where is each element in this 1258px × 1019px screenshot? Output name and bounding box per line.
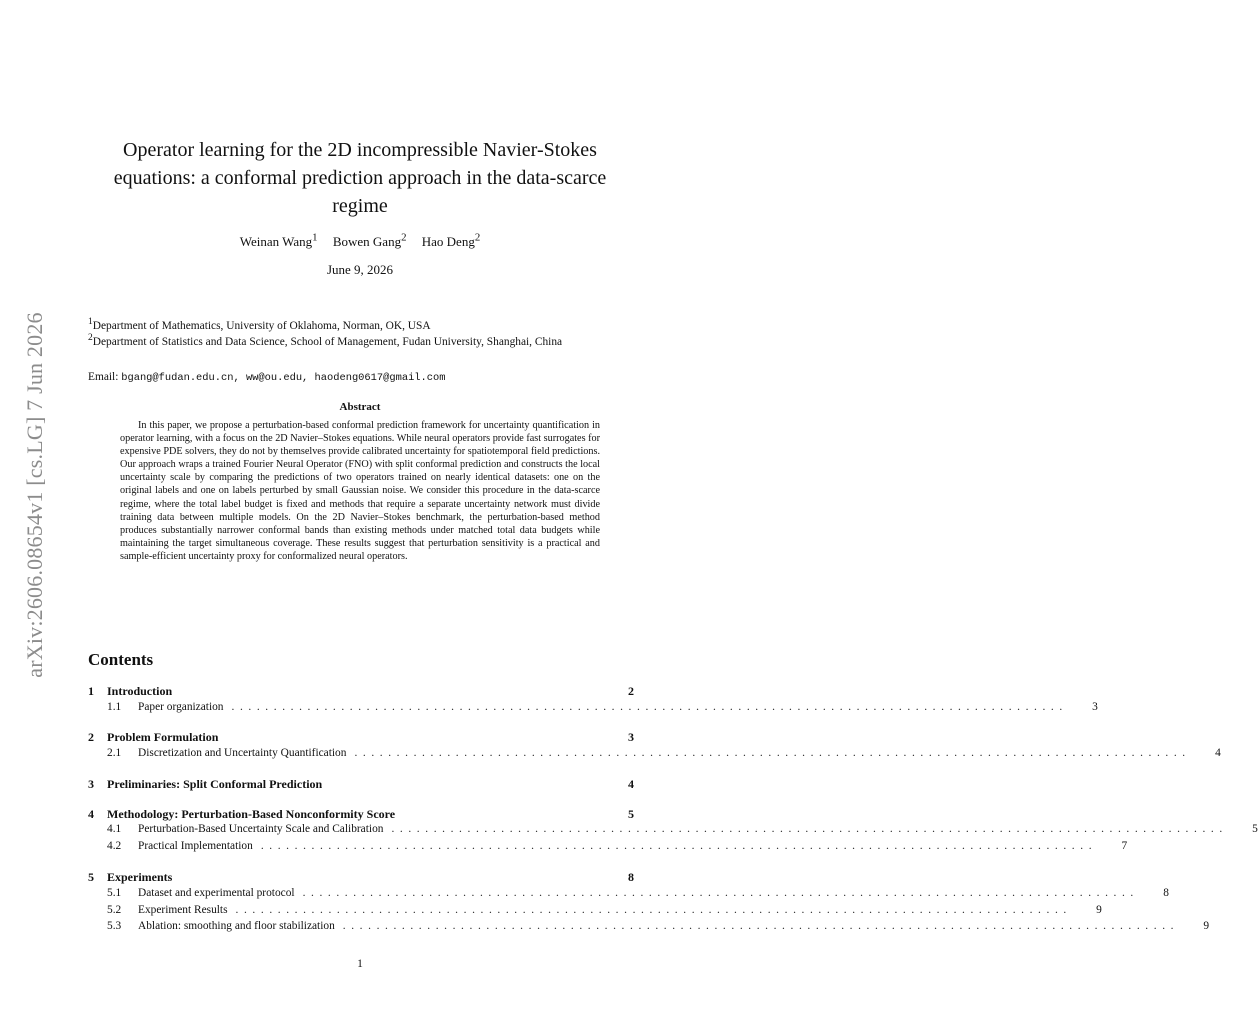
- toc-section[interactable]: 4 Methodology: Perturbation-Based Nonconformity Score 5: [88, 807, 634, 821]
- toc-leader-dots: ...................................................................................................: [235, 904, 1072, 916]
- email-line: [88, 371, 445, 384]
- affiliation: $^2$Department of Statistics and Data Science, School of Management, Fudan University, Shanghai, China: [88, 333, 563, 348]
- toc-section[interactable]: 5 Experiments 8: [88, 870, 634, 884]
- toc-subsection[interactable]: 4.1 Perturbation-Based Uncertainty Scale and Calibration ................................................................................................... 5: [107, 823, 1258, 835]
- toc-subsection[interactable]: 5.2 Experiment Results ................................................................................................... 9: [107, 904, 1102, 916]
- page-number: 1: [357, 958, 363, 970]
- author-list: [80, 232, 640, 250]
- toc-section[interactable]: 1 Introduction 2: [88, 684, 634, 698]
- toc-subsection[interactable]: 5.3 Ablation: smoothing and floor stabilization ................................................................................................... 9: [107, 920, 1210, 932]
- publication-date: June 9, 2026: [326, 262, 394, 277]
- affiliation: $^1$Department of Mathematics, University of Oklahoma, Norman, OK, USA: [88, 317, 431, 332]
- toc-section[interactable]: 2 Problem Formulation 3: [88, 730, 634, 744]
- email-label: Email:: [88, 371, 119, 383]
- toc-leader-dots: ...................................................................................................: [391, 823, 1228, 835]
- toc-subsection[interactable]: 5.1 Dataset and experimental protocol ................................................................................................... 8: [107, 887, 1169, 899]
- author: Weinan Wang$^1$: [239, 232, 318, 250]
- title-line: equations: a conformal prediction approach in the data-scarce: [113, 167, 607, 189]
- email-addresses: bgang@fudan.edu.cn, ww@ou.edu, haodeng0617@gmail.com: [121, 372, 446, 384]
- toc-leader-dots: ...................................................................................................: [231, 701, 1068, 713]
- paper-title: [80, 136, 640, 220]
- arxiv-stamp: arXiv:2606.08654v1 [cs.LG] 7 Jun 2026: [22, 312, 47, 678]
- abstract-heading: Abstract: [339, 401, 381, 413]
- toc-leader-dots: ...................................................................................................: [342, 920, 1180, 932]
- title-line: regime: [332, 195, 388, 217]
- toc-leader-dots: ...................................................................................................: [354, 747, 1191, 759]
- toc-section[interactable]: 3 Preliminaries: Split Conformal Prediction 4: [88, 777, 634, 791]
- toc-subsection[interactable]: 2.1 Discretization and Uncertainty Quantification ................................................................................................... 4: [107, 747, 1221, 759]
- author: Hao Deng$^2$: [421, 232, 481, 250]
- title-line: Operator learning for the 2D incompressible Navier-Stokes: [123, 139, 597, 161]
- toc-subsection[interactable]: 1.1 Paper organization ................................................................................................... 3: [107, 701, 1098, 713]
- toc-subsection[interactable]: 4.2 Practical Implementation ................................................................................................... 7: [107, 840, 1128, 852]
- toc-leader-dots: ...................................................................................................: [302, 887, 1139, 899]
- toc-leader-dots: ...................................................................................................: [260, 840, 1098, 852]
- contents-heading: Contents: [88, 650, 154, 669]
- author: Bowen Gang$^2$: [332, 232, 407, 250]
- abstract-text: In this paper, we propose a perturbation-based conformal prediction framework for uncertainty quantification in operator learning, with a focus on the 2D Navier–Stokes equations. While neural operators provide fast surrogates for expensive PDE solvers, they do not by themselves provide calibrated uncertainty for spatiotemporal field predictions. Our approach wraps a trained Fourier Neural Operator (FNO) with split conformal prediction and constructs the local uncertainty scale by comparing the predictions of two operators trained on nearly identical datasets: one on the original labels and one on labels perturbed by small Gaussian noise. We consider this procedure in the data-scarce regime, where the total label budget is fixed and methods that require a separate uncertainty network must divide training data between multiple models. On the 2D Navier–Stokes benchmark, the perturbation-based method produces substantially narrower conformal bands than existing methods under matched total data budgets while maintaining the target simultaneous coverage. These results suggest that perturbation sensitivity is a practical and sample-efficient uncertainty proxy for conformalized neural operators.: [120, 420, 600, 562]
